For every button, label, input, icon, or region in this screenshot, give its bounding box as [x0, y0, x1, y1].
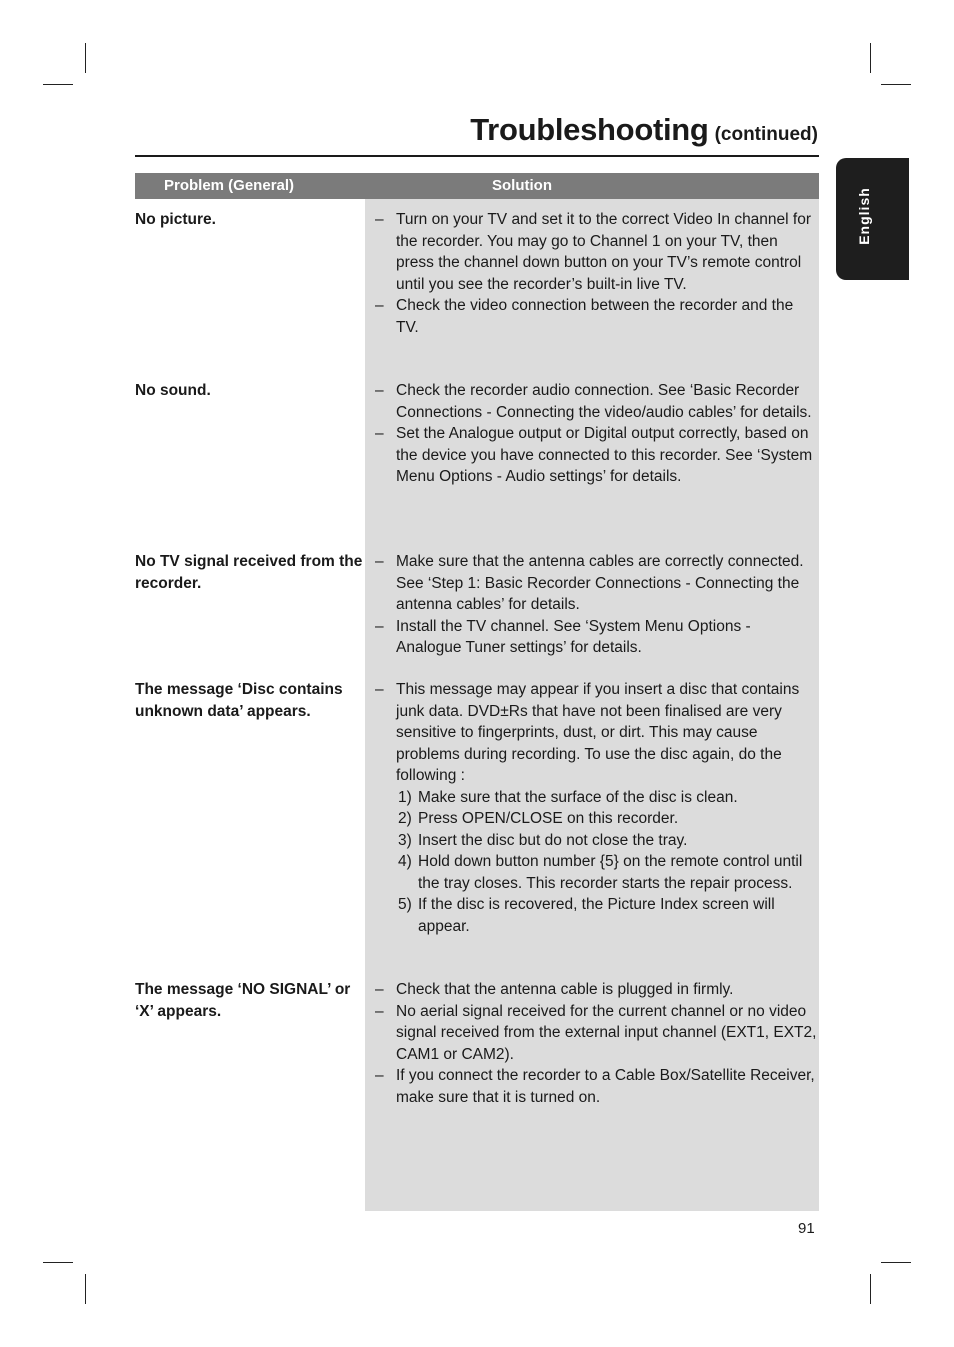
dash-marker: –	[375, 553, 384, 570]
dash-marker: –	[375, 681, 384, 698]
dash-marker: –	[375, 382, 384, 399]
crop-mark	[870, 43, 871, 73]
dash-marker: –	[375, 1067, 384, 1084]
solution-bullet	[375, 551, 819, 616]
crop-mark	[881, 84, 911, 85]
solution-bullet	[375, 295, 819, 338]
step-number: 1)	[398, 788, 412, 806]
column-header-solution: Solution	[492, 177, 552, 194]
solution-bullet	[375, 1001, 819, 1066]
bullet-text: Check the video connection between the recorder and the TV.	[396, 297, 794, 336]
table-header	[135, 173, 819, 199]
step-text: Press OPEN/CLOSE on this recorder.	[418, 810, 679, 827]
step-text: Insert the disc but do not close the tray.	[418, 831, 688, 849]
solution-step	[375, 787, 819, 809]
page-title	[470, 112, 818, 148]
dash-marker: –	[375, 617, 384, 635]
problem-text: No sound.	[135, 382, 211, 399]
bullet-text: No aerial signal received for the current channel or no video signal received from the external input channel (EXT1, EXT2, CAM1 or CAM2).	[396, 1002, 817, 1063]
dash-marker: –	[375, 1002, 384, 1020]
dash-marker: –	[375, 211, 384, 228]
bullet-text: Make sure that the antenna cables are correctly connected. See ‘Step 1: Basic Recorder Connections - Connecting the antenna cables’ for details.	[396, 553, 804, 613]
bullet-text: Check that the antenna cable is plugged in firmly.	[396, 981, 734, 998]
column-header-problem: Problem (General)	[164, 177, 295, 194]
solution-step	[375, 851, 819, 894]
solution-cell	[375, 209, 819, 338]
problem-text: The message ‘Disc contains unknown data’ appears.	[135, 681, 343, 720]
solution-bullet	[375, 380, 819, 423]
title-rule	[135, 155, 819, 157]
bullet-text: If you connect the recorder to a Cable Box/Satellite Receiver, make sure that it is turned on.	[396, 1067, 815, 1106]
crop-mark	[870, 1274, 871, 1304]
solution-bullet	[375, 209, 819, 295]
problem-text: No TV signal received from the recorder.	[135, 553, 363, 592]
step-text: If the disc is recovered, the Picture Index screen will appear.	[418, 896, 775, 935]
bullet-text: Turn on your TV and set it to the correct Video In channel for the recorder. You may go to Channel 1 on your TV, then press the channel down button on your TV’s remote control until you see the recorder’s built-in live TV.	[396, 211, 812, 293]
dash-marker: –	[375, 297, 384, 314]
solution-cell	[375, 979, 819, 1108]
bullet-text: Install the TV channel. See ‘System Menu Options - Analogue Tuner settings’ for details.	[396, 617, 751, 656]
solution-cell	[375, 679, 819, 937]
solution-step	[375, 894, 819, 937]
crop-mark	[85, 43, 86, 73]
step-number: 2)	[398, 810, 412, 827]
language-tab-label: English	[856, 187, 872, 245]
solution-bullet	[375, 679, 819, 787]
step-number: 5)	[398, 896, 412, 913]
step-text: Make sure that the surface of the disc is clean.	[418, 788, 738, 806]
dash-marker: –	[375, 981, 384, 998]
step-number: 4)	[398, 853, 412, 870]
step-text: Hold down button number {5} on the remote control until the tray closes. This recorder starts the repair process.	[418, 853, 803, 892]
crop-mark	[43, 84, 73, 85]
crop-mark	[43, 1262, 73, 1263]
solution-cell	[375, 380, 819, 488]
solution-bullet	[375, 616, 819, 659]
solution-bullet	[375, 979, 819, 1001]
step-number: 3)	[398, 831, 412, 849]
problem-text: The message ‘NO SIGNAL’ or ‘X’ appears.	[135, 981, 351, 1020]
language-tab	[836, 158, 909, 280]
solution-step	[375, 808, 819, 830]
bullet-text: Set the Analogue output or Digital output correctly, based on the device you have connected to this recorder. See ‘System Menu Options - Audio settings’ for details.	[396, 425, 813, 485]
crop-mark	[85, 1274, 86, 1304]
title-main: Troubleshooting	[470, 112, 709, 147]
dash-marker: –	[375, 425, 384, 442]
bullet-text: This message may appear if you insert a disc that contains junk data. DVD±Rs that have not been finalised are very sensitive to fingerprints, dust, or dirt. This may cause problems during recording. To use the disc again, do the following :	[396, 681, 800, 784]
solution-bullet	[375, 423, 819, 488]
title-subtitle: (continued)	[714, 124, 818, 145]
bullet-text: Check the recorder audio connection. See ‘Basic Recorder Connections - Connecting the video/audio cables’ for details.	[396, 382, 812, 421]
problem-text: No picture.	[135, 211, 216, 228]
page-number: 91	[798, 1220, 815, 1237]
solution-bullet	[375, 1065, 819, 1108]
solution-cell	[375, 551, 819, 659]
solution-step	[375, 830, 819, 852]
crop-mark	[881, 1262, 911, 1263]
